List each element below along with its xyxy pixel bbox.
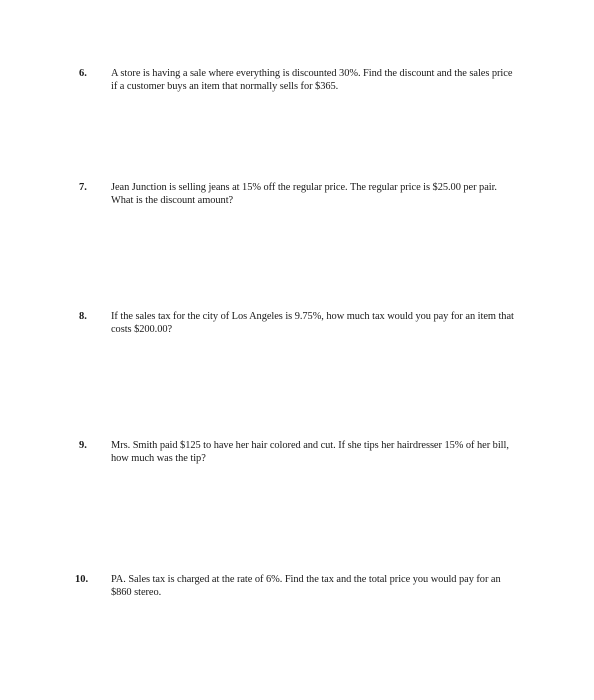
problem-number: 10.	[75, 574, 89, 585]
problem-text: Mrs. Smith paid $125 to have her hair colored and cut. If she tips her hairdresser 15% of her bill, how much was the tip?	[111, 440, 509, 464]
problem-text: PA. Sales tax is charged at the rate of 6%. Find the tax and the total price you would pay for an $860 stereo.	[111, 574, 501, 598]
problem-number: 9.	[79, 440, 87, 451]
problem-number: 6.	[79, 68, 87, 79]
problem-text: Jean Junction is selling jeans at 15% off the regular price. The regular price is $25.00 per pair. What is the discount amount?	[111, 182, 497, 206]
problem-number: 8.	[79, 311, 87, 322]
problem-text: If the sales tax for the city of Los Angeles is 9.75%, how much tax would you pay for an item that costs $200.00?	[111, 311, 514, 335]
problem-text: A store is having a sale where everything is discounted 30%. Find the discount and the sales price if a customer buys an item that normally sells for $365.	[111, 68, 513, 92]
problem-number: 7.	[79, 182, 87, 193]
